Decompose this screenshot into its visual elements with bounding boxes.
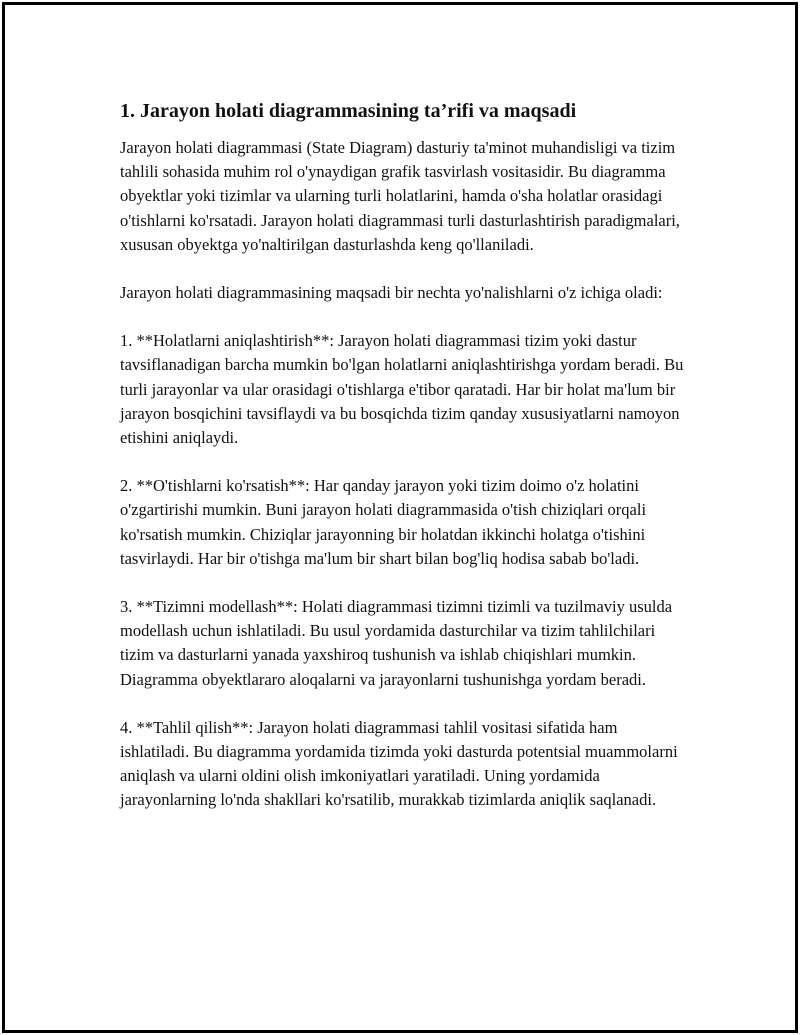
document-body	[120, 97, 690, 837]
list-item-states: 1. **Holatlarni aniqlashtirish**: Jarayon holati diagrammasi tizim yoki dastur tavsiflanadigan barcha mumkin bo'lgan holatlarni aniqlashtirishga yordam beradi. Bu turli jarayonlar va ular orasidagi o'tishlarga e'tibor qaratadi. Har bir holat ma'lum bir jarayon bosqichini tavsiflaydi va bu bosqichda tizim qanday xususiyatlarni namoyon etishini aniqlaydi.	[120, 331, 684, 448]
section-heading: 1. Jarayon holati diagrammasining ta’rifi va maqsadi	[120, 100, 577, 122]
list-item-transitions: 2. **O'tishlarni ko'rsatish**: Har qanday jarayon yoki tizim doimo o'z holatini o'zgartirishi mumkin. Buni jarayon holati diagrammasida o'tish chiziqlari orqali ko'rsatish mumkin. Chiziqlar jarayonning bir holatdan ikkinchi holatga o'tishini tasvirlaydi. Har bir o'tishga ma'lum bir shart bilan bog'liq hodisa sabab bo'ladi.	[120, 476, 647, 568]
list-item-analysis: 4. **Tahlil qilish**: Jarayon holati diagrammasi tahlil vositasi sifatida ham ishlatiladi. Bu diagramma yordamida tizimda yoki dasturda potentsial muammolarni aniqlash va ularni oldini olish imkoniyatlari yaratiladi. Uning yordamida jarayonlarning lo'nda shakllari ko'rsatilib, murakkab tizimlarda aniqlik saqlanadi.	[120, 717, 678, 810]
document-page	[2, 2, 798, 1033]
list-item-modeling: 3. **Tizimni modellash**: Holati diagrammasi tizimni tizimli va tuzilmaviy usulda modellash uchun ishlatiladi. Bu usul yordamida dasturchilar va tizim tahlilchilari tizim va dasturlarni yanada yaxshiroq tushunish va ishlab chiqishlari mumkin. Diagramma obyektlararo aloqalarni va jarayonlarni tushunishga yordam beradi.	[120, 597, 673, 689]
intro-paragraph: Jarayon holati diagrammasi (State Diagram) dasturiy ta'minot muhandisligi va tizim tahlili sohasida muhim rol o'ynaydigan grafik tasvirlash vositasidir. Bu diagramma obyektlar yoki tizimlar va ularning turli holatlarini, hamda o'sha holatlar orasidagi o'tishlarni ko'rsatadi. Jarayon holati diagrammasi turli dasturlashtirish paradigmalari, xususan obyektga yo'naltirilgan dasturlashda keng qo'llaniladi.	[120, 138, 680, 254]
purpose-paragraph: Jarayon holati diagrammasining maqsadi bir nechta yo'nalishlarni o'z ichiga oladi:	[120, 283, 663, 303]
